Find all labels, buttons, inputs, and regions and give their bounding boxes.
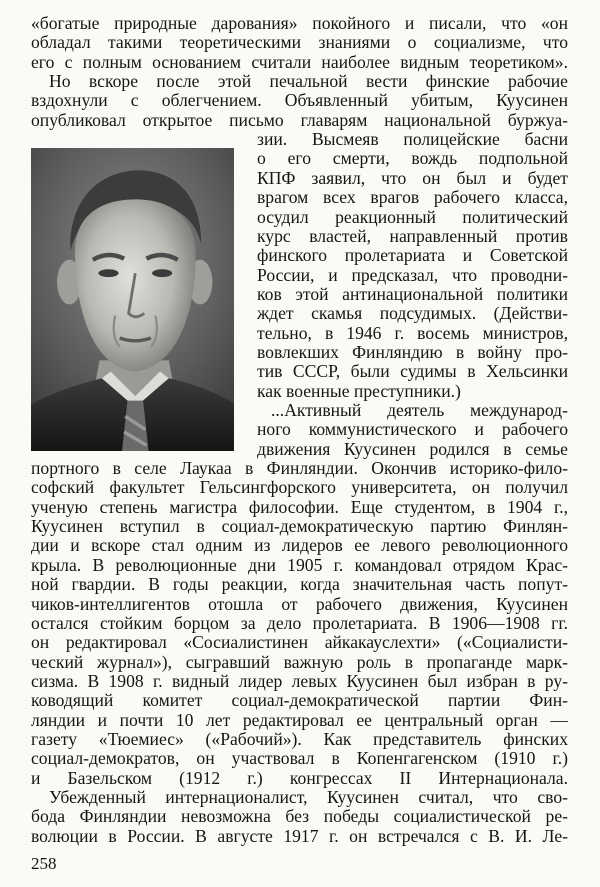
text-line: портного в селе Лаукаа в Финляндии. Окончив историко-фило- [31, 458, 568, 479]
text-line: ...Активный деятель международ- [271, 400, 568, 420]
text-line: вздохнули с облегчением. Объявленный убитым, Куусинен [31, 90, 568, 111]
text-line: ного коммунистического и рабочего [257, 419, 568, 440]
text-line: чиков-интеллигентов отошла от рабочего движения, Куусинен [31, 593, 568, 614]
text-line: ной гвардии. В годы реакции, когда значительная часть попут- [31, 574, 568, 595]
text-line: опубликовал открытое письмо главарям национальной буржуа- [31, 109, 568, 130]
text-line: врагом всех врагов рабочего класса, [257, 187, 568, 208]
text-line: ждет скамья подсудимых. (Действи- [257, 303, 568, 324]
text-line: как военные преступники.) [257, 380, 461, 401]
text-line: ческий журнал»), сыгравший важную роль в пропаганде марк- [31, 651, 568, 672]
text-line: ляндии и почти 10 лет редактировал ее центральный орган — [31, 709, 568, 730]
text-line: дии и вскоре стал одним из лидеров ее левого революционного [31, 535, 568, 556]
text-line: обладал такими теоретическими знаниями о социализме, что [31, 32, 568, 53]
text-line: России, и предсказал, что проводни- [257, 264, 568, 285]
text-line: Куусинен вступил в социал-демократическую партию Финлян- [31, 516, 568, 537]
text-line: Убежденный интернационалист, Куусинен считал, что сво- [49, 787, 568, 807]
text-line: газету «Тюемиес» («Рабочий»). Как представитель финских [31, 728, 568, 749]
text-line: остался стойким борцом за дело пролетариата. В 1906—1908 гг. [31, 612, 568, 633]
text-line: тельно, в 1946 г. восемь министров, [257, 322, 568, 343]
text-line: о его смерти, вождь подпольной [257, 148, 568, 169]
text-line: и Базельском (1912 г.) конгрессах II Интернационала. [31, 767, 568, 788]
text-line: ков этой антинациональной политики [257, 283, 568, 304]
text-line: бода Финляндии невозможна без победы социалистической ре- [31, 806, 568, 827]
portrait-photo [31, 148, 234, 452]
text-line: софский факультет Гельсингфорского университета, он получил [31, 477, 568, 498]
text-line: движения Куусинен родился в семье [257, 438, 568, 459]
text-line: сизма. В 1908 г. видный лидер левых Куусинен был избран в ру- [31, 670, 568, 691]
text-line: волюции в России. В августе 1917 г. он встречался с В. И. Ле- [31, 825, 568, 846]
text-line: вовлекших Финляндию в войну про- [257, 341, 568, 362]
text-line: его с полным основанием считали наиболее видным теоретиком». [31, 51, 568, 72]
text-line: «богатые природные дарования» покойного и писали, что «он [31, 13, 568, 33]
text-line: зии. Высмеяв полицейские басни [257, 129, 568, 150]
text-line: ученую степень магистра философии. Еще студентом, в 1904 г., [31, 496, 568, 517]
text-line: он редактировал «Сосиалистинен айкакауслехти» («Социалисти- [31, 632, 568, 653]
page-number: 258 [31, 854, 57, 874]
text-line: финского пролетариата и Советской [257, 245, 568, 266]
text-line: КПФ заявил, что он был и будет [257, 167, 568, 188]
text-line: крыла. В революционные дни 1905 г. командовал отрядом Крас- [31, 554, 568, 575]
text-line: осудил реакционный политический [257, 206, 568, 227]
text-line: ководящий комитет социал-демократической партии Фин- [31, 690, 568, 711]
portrait-illustration [31, 148, 234, 452]
text-line: тив СССР, были судимы в Хельсинки [257, 361, 568, 382]
text-line: Но вскоре после этой печальной вести финские рабочие [49, 71, 568, 92]
text-line: социал-демократов, он участвовал в Копенгагенском (1910 г.) [31, 748, 568, 769]
text-line: курс властей, направленный против [257, 225, 568, 246]
